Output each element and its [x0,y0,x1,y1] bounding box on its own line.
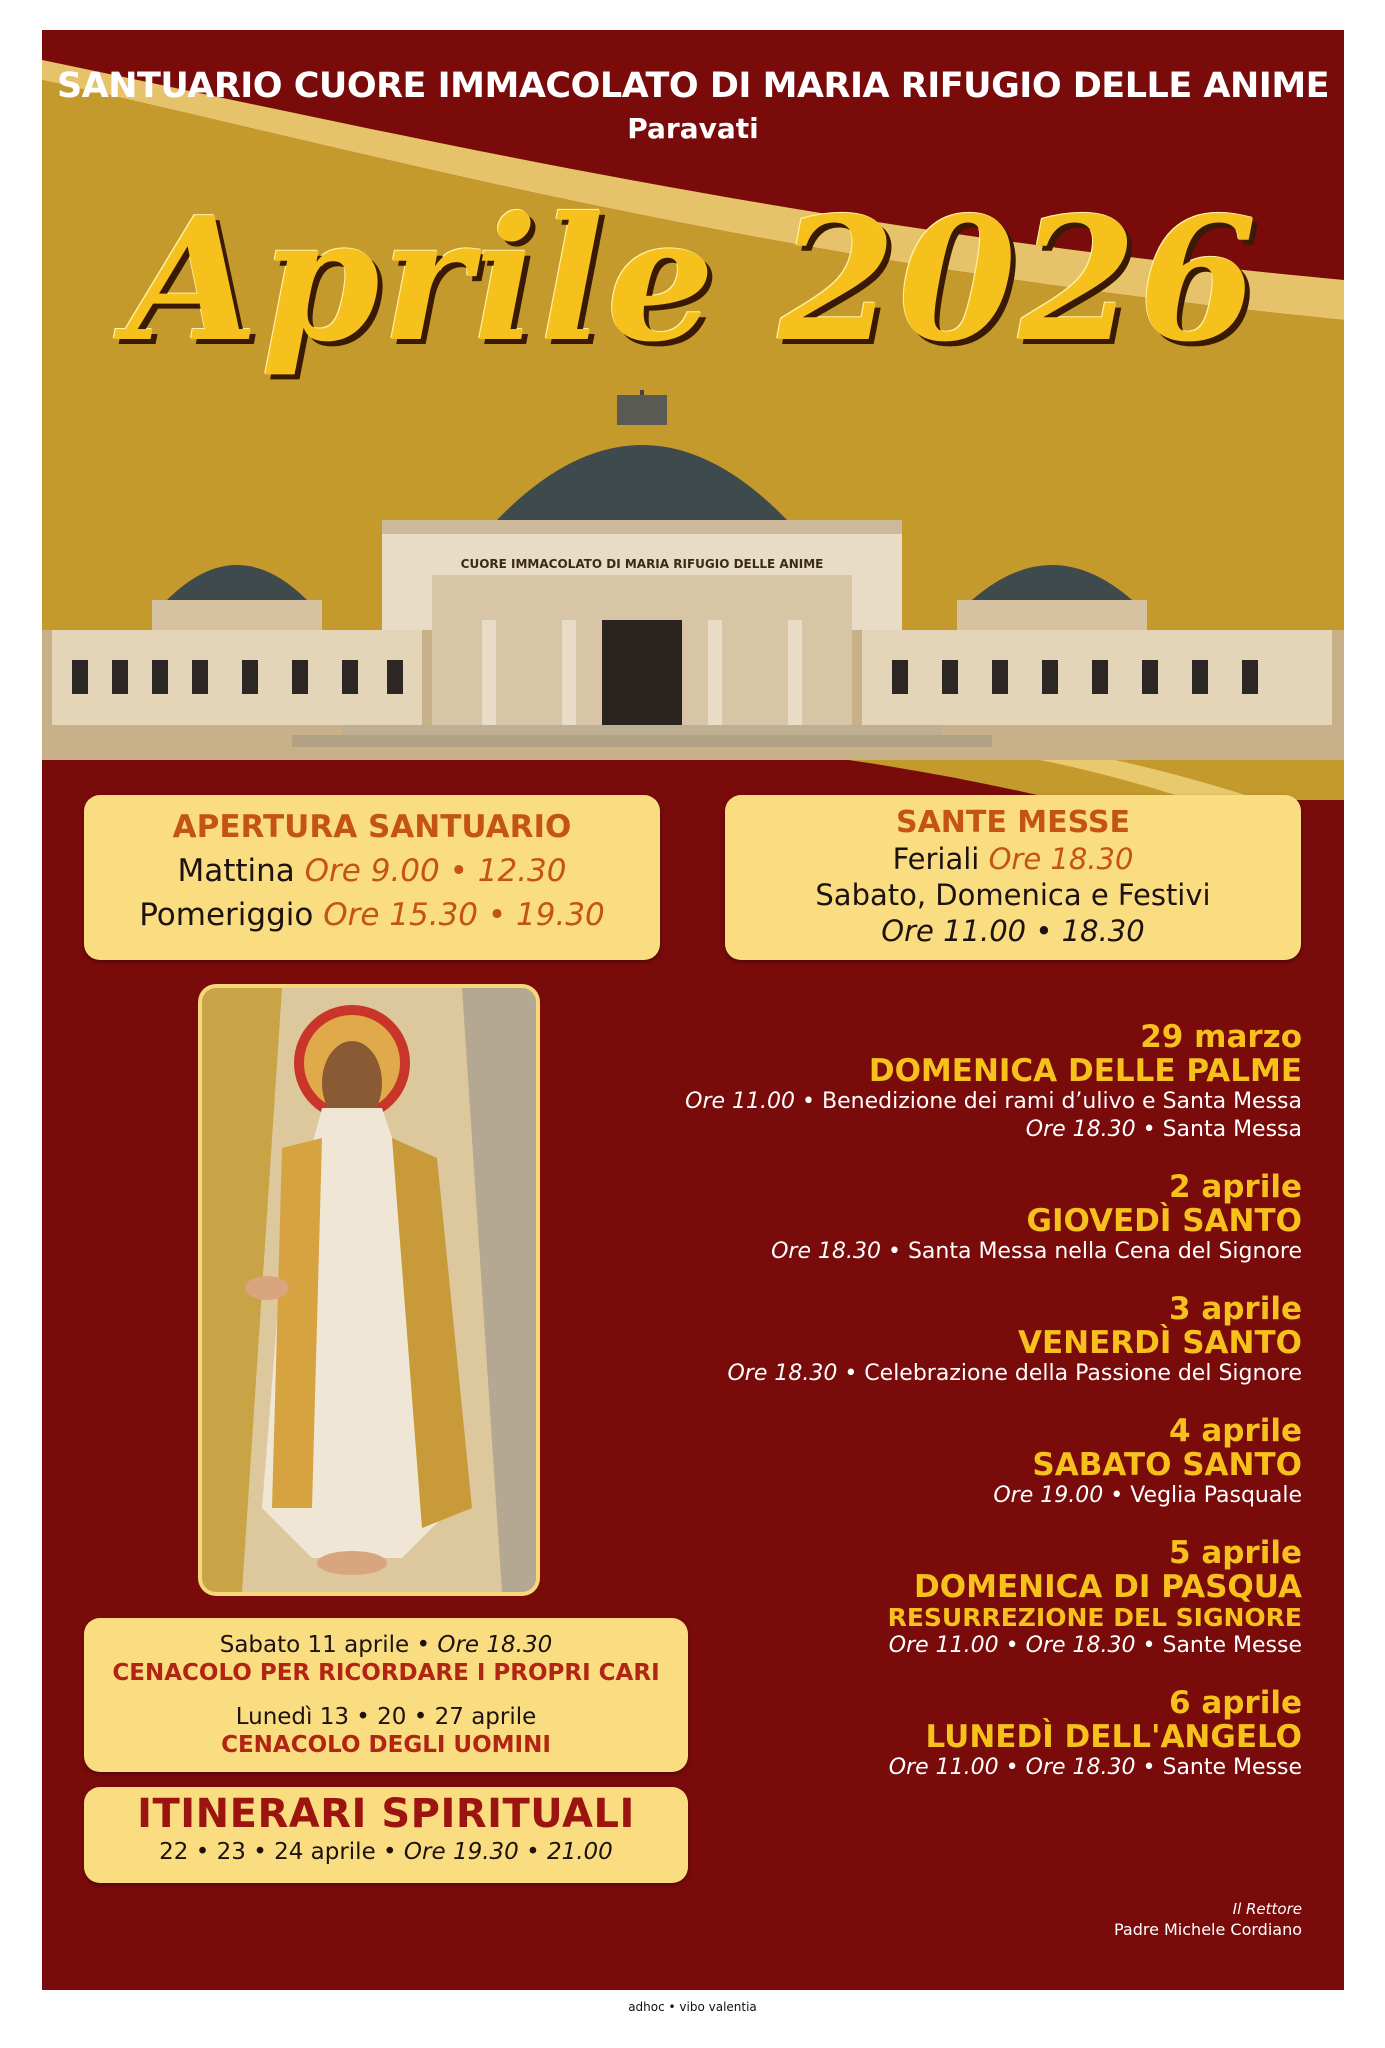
cenacolo-cari-day: Sabato 11 aprile • [219,1632,438,1658]
event-time: Ore 18.30 [727,1361,838,1386]
event-subtitle: RESURREZIONE DEL SIGNORE [887,1603,1302,1632]
weekday-label: Feriali [892,842,980,876]
event-time: Ore 11.00 [685,1089,796,1114]
event-date: 5 aprile [1168,1535,1302,1571]
event-title: VENERDÌ SANTO [1018,1325,1302,1361]
morning-times: Ore 9.00 • 12.30 [304,853,567,889]
event-description: • Sante Messe [1135,1755,1302,1780]
weekday-times: Ore 18.30 [988,842,1134,876]
holiday-times: Ore 11.00 • 18.30 [881,914,1145,948]
cenacolo-cari-title: CENACOLO PER RICORDARE I PROPRI CARI [112,1660,660,1686]
event-time: Ore 18.30 [771,1239,881,1264]
event-description: • Veglia Pasquale [1103,1483,1302,1508]
cenacolo-uomini-title: CENACOLO DEGLI UOMINI [221,1732,551,1758]
holiday-label: Sabato, Domenica e Festivi [815,878,1211,912]
event-date: 6 aprile [1168,1685,1302,1721]
event-description: • Santa Messa [1135,1117,1302,1142]
event-date: 2 aprile [1168,1169,1302,1205]
event-item [542,1414,1302,1510]
event-item [542,1170,1302,1266]
event-title: SABATO SANTO [1032,1447,1302,1483]
event-description: • Benedizione dei rami d’ulivo e Santa Messa [795,1089,1302,1114]
opening-hours-box [84,795,660,960]
event-description: • Celebrazione della Passione del Signore [837,1361,1302,1386]
event-date: 29 marzo [1140,1019,1302,1055]
event-time: Ore 19.00 [993,1483,1104,1508]
morning-hours [84,853,660,889]
itinerari-box [84,1787,688,1883]
cenacolo-cari-schedule [84,1632,688,1658]
weekday-masses [725,842,1301,876]
event-title: LUNEDÌ DELL'ANGELO [925,1719,1302,1755]
event-title: DOMENICA DI PASQUA [914,1569,1302,1605]
afternoon-hours [84,897,660,933]
event-line [542,1116,1302,1144]
itinerari-schedule [84,1839,688,1865]
cenacolo-uomini-days: Lunedì 13 • 20 • 27 aprile [235,1704,537,1730]
itinerari-times: Ore 19.30 • 21.00 [403,1839,613,1865]
event-title: GIOVEDÌ SANTO [1026,1203,1302,1239]
event-time: Ore 11.00 • Ore 18.30 [888,1755,1136,1780]
cenacolo-cari-time: Ore 18.30 [437,1632,553,1658]
event-item [542,1020,1302,1144]
masses-title: SANTE MESSE [895,805,1131,840]
sanctuary-title: SANTUARIO CUORE IMMACOLATO DI MARIA RIFUGIO DELLE ANIME [56,66,1330,106]
masses-box [725,795,1301,960]
event-description: • Sante Messe [1135,1633,1302,1658]
event-line [542,1360,1302,1388]
afternoon-times: Ore 15.30 • 19.30 [323,897,605,933]
building-inscription: CUORE IMMACOLATO DI MARIA RIFUGIO DELLE ANIME [460,557,824,571]
event-line [542,1482,1302,1510]
event-line [542,1238,1302,1266]
itinerari-dates: 22 • 23 • 24 aprile • [159,1839,404,1865]
event-time: Ore 11.00 • Ore 18.30 [888,1633,1136,1658]
event-date: 4 aprile [1168,1413,1302,1449]
morning-label: Mattina [177,853,295,889]
event-date: 3 aprile [1168,1291,1302,1327]
event-title: DOMENICA DELLE PALME [868,1053,1302,1089]
itinerari-title: ITINERARI SPIRITUALI [137,1791,635,1837]
opening-hours-title: APERTURA SANTUARIO [172,809,572,845]
cenacoli-box [84,1618,688,1772]
location-subtitle: Paravati [627,112,759,145]
printer-credit: adhoc • vibo valentia [628,2000,757,2014]
event-description: • Santa Messa nella Cena del Signore [880,1239,1302,1264]
signature-name: Padre Michele Cordiano [1113,1920,1302,1939]
christ-mosaic-image [202,988,536,1592]
event-time: Ore 18.30 [1025,1117,1136,1142]
poster [42,30,1344,1990]
sanctuary-building-illustration [42,390,1344,760]
event-item [542,1292,1302,1388]
month-title: Aprile 2026 [127,180,1259,380]
signature-role: Il Rettore [1232,1900,1302,1918]
signature [1114,1900,1302,1939]
afternoon-label: Pomeriggio [139,897,314,933]
event-line [542,1088,1302,1116]
